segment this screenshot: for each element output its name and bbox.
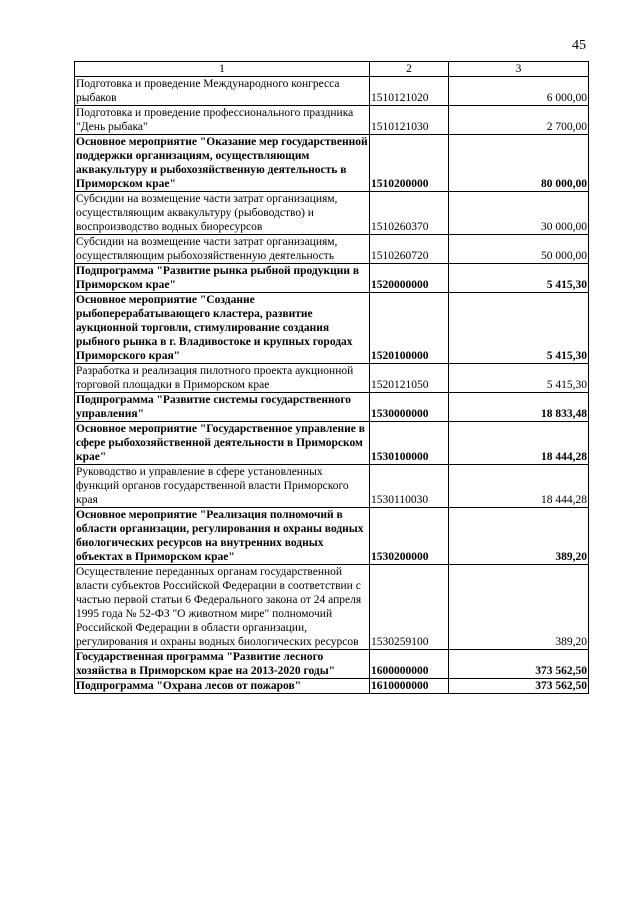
row-amount: 6 000,00 (449, 77, 589, 106)
table-row (75, 650, 589, 679)
row-amount: 2 700,00 (449, 106, 589, 135)
row-name: Подготовка и проведение профессионального праздника "День рыбака" (75, 106, 370, 135)
row-name: Основное мероприятие "Создание рыбоперерабатывающего кластера, развитие аукционной торговли, стимулирование создания рыбного рынка в г. Владивостоке и крупных городах Приморского края" (75, 293, 370, 364)
table-row (75, 264, 589, 293)
row-name: Государственная программа "Развитие лесного хозяйства в Приморском крае на 2013-2020 годы" (75, 650, 370, 679)
table-row (75, 565, 589, 650)
row-code: 1510121030 (370, 106, 449, 135)
row-name: Разработка и реализация пилотного проекта аукционной торговой площадки в Приморском крае (75, 364, 370, 393)
row-code: 1510121020 (370, 77, 449, 106)
table-row (75, 192, 589, 235)
row-name: Субсидии на возмещение части затрат организациям, осуществляющим аквакультуру (рыбоводство) и воспроизводство водных биоресурсов (75, 192, 370, 235)
row-name: Субсидии на возмещение части затрат организациям, осуществляющим рыбохозяйственную деятельность (75, 235, 370, 264)
row-amount: 30 000,00 (449, 192, 589, 235)
row-code: 1520100000 (370, 293, 449, 364)
table-row (75, 77, 589, 106)
table-row (75, 508, 589, 565)
table-row (75, 364, 589, 393)
row-code: 1520000000 (370, 264, 449, 293)
row-name: Основное мероприятие "Реализация полномочий в области организации, регулирования и охраны водных биологических ресурсов на внутренних водных объектах в Приморском крае" (75, 508, 370, 565)
row-amount: 80 000,00 (449, 135, 589, 192)
row-amount: 373 562,50 (449, 679, 589, 694)
row-name: Подпрограмма "Развитие системы государственного управления" (75, 393, 370, 422)
header-col-2: 2 (370, 62, 449, 77)
page-number: 45 (572, 38, 586, 53)
table-header-row (75, 62, 589, 77)
table-row (75, 235, 589, 264)
budget-table (74, 61, 589, 694)
row-name: Подпрограмма "Развитие рынка рыбной продукции в Приморском крае" (75, 264, 370, 293)
row-name: Основное мероприятие "Государственное управление в сфере рыбохозяйственной деятельности в Приморском крае" (75, 422, 370, 465)
table-row (75, 393, 589, 422)
row-code: 1520121050 (370, 364, 449, 393)
row-code: 1510260370 (370, 192, 449, 235)
row-name: Подготовка и проведение Международного конгресса рыбаков (75, 77, 370, 106)
row-amount: 5 415,30 (449, 293, 589, 364)
row-name: Осуществление переданных органам государственной власти субъектов Российской Федерации в соответствии с частью первой статьи 6 Федерального закона от 24 апреля 1995 года № 52-ФЗ "О животном мире" полномочий Российской Федерации в области организации, регулирования и охраны водных биологических ресурсов (75, 565, 370, 650)
table-body (75, 77, 589, 694)
row-name: Подпрограмма "Охрана лесов от пожаров" (75, 679, 370, 694)
row-code: 1510200000 (370, 135, 449, 192)
row-amount: 373 562,50 (449, 650, 589, 679)
table-row (75, 106, 589, 135)
table-row (75, 135, 589, 192)
table-row (75, 679, 589, 694)
row-code: 1530259100 (370, 565, 449, 650)
row-name: Основное мероприятие "Оказание мер государственной поддержки организациям, осуществляющим аквакультуру и рыбохозяйственную деятельность в Приморском крае" (76, 136, 368, 190)
row-amount: 5 415,30 (449, 264, 589, 293)
row-code: 1530110030 (370, 465, 449, 508)
row-code: 1510260720 (370, 235, 449, 264)
row-code: 1530200000 (370, 508, 449, 565)
table-row (75, 293, 589, 364)
row-amount: 389,20 (449, 508, 589, 565)
table-row (75, 465, 589, 508)
header-col-3: 3 (449, 62, 589, 77)
row-amount: 389,20 (449, 565, 589, 650)
row-name: Руководство и управление в сфере установленных функций органов государственной власти Приморского края (75, 465, 370, 508)
row-code: 1610000000 (370, 679, 449, 694)
row-amount: 18 833,48 (449, 393, 589, 422)
row-code: 1530100000 (370, 422, 449, 465)
table-row (75, 422, 589, 465)
row-amount: 5 415,30 (449, 364, 589, 393)
row-amount: 18 444,28 (449, 465, 589, 508)
row-amount: 50 000,00 (449, 235, 589, 264)
row-amount: 18 444,28 (449, 422, 589, 465)
header-col-1: 1 (75, 62, 370, 77)
row-code: 1600000000 (370, 650, 449, 679)
row-code: 1530000000 (370, 393, 449, 422)
